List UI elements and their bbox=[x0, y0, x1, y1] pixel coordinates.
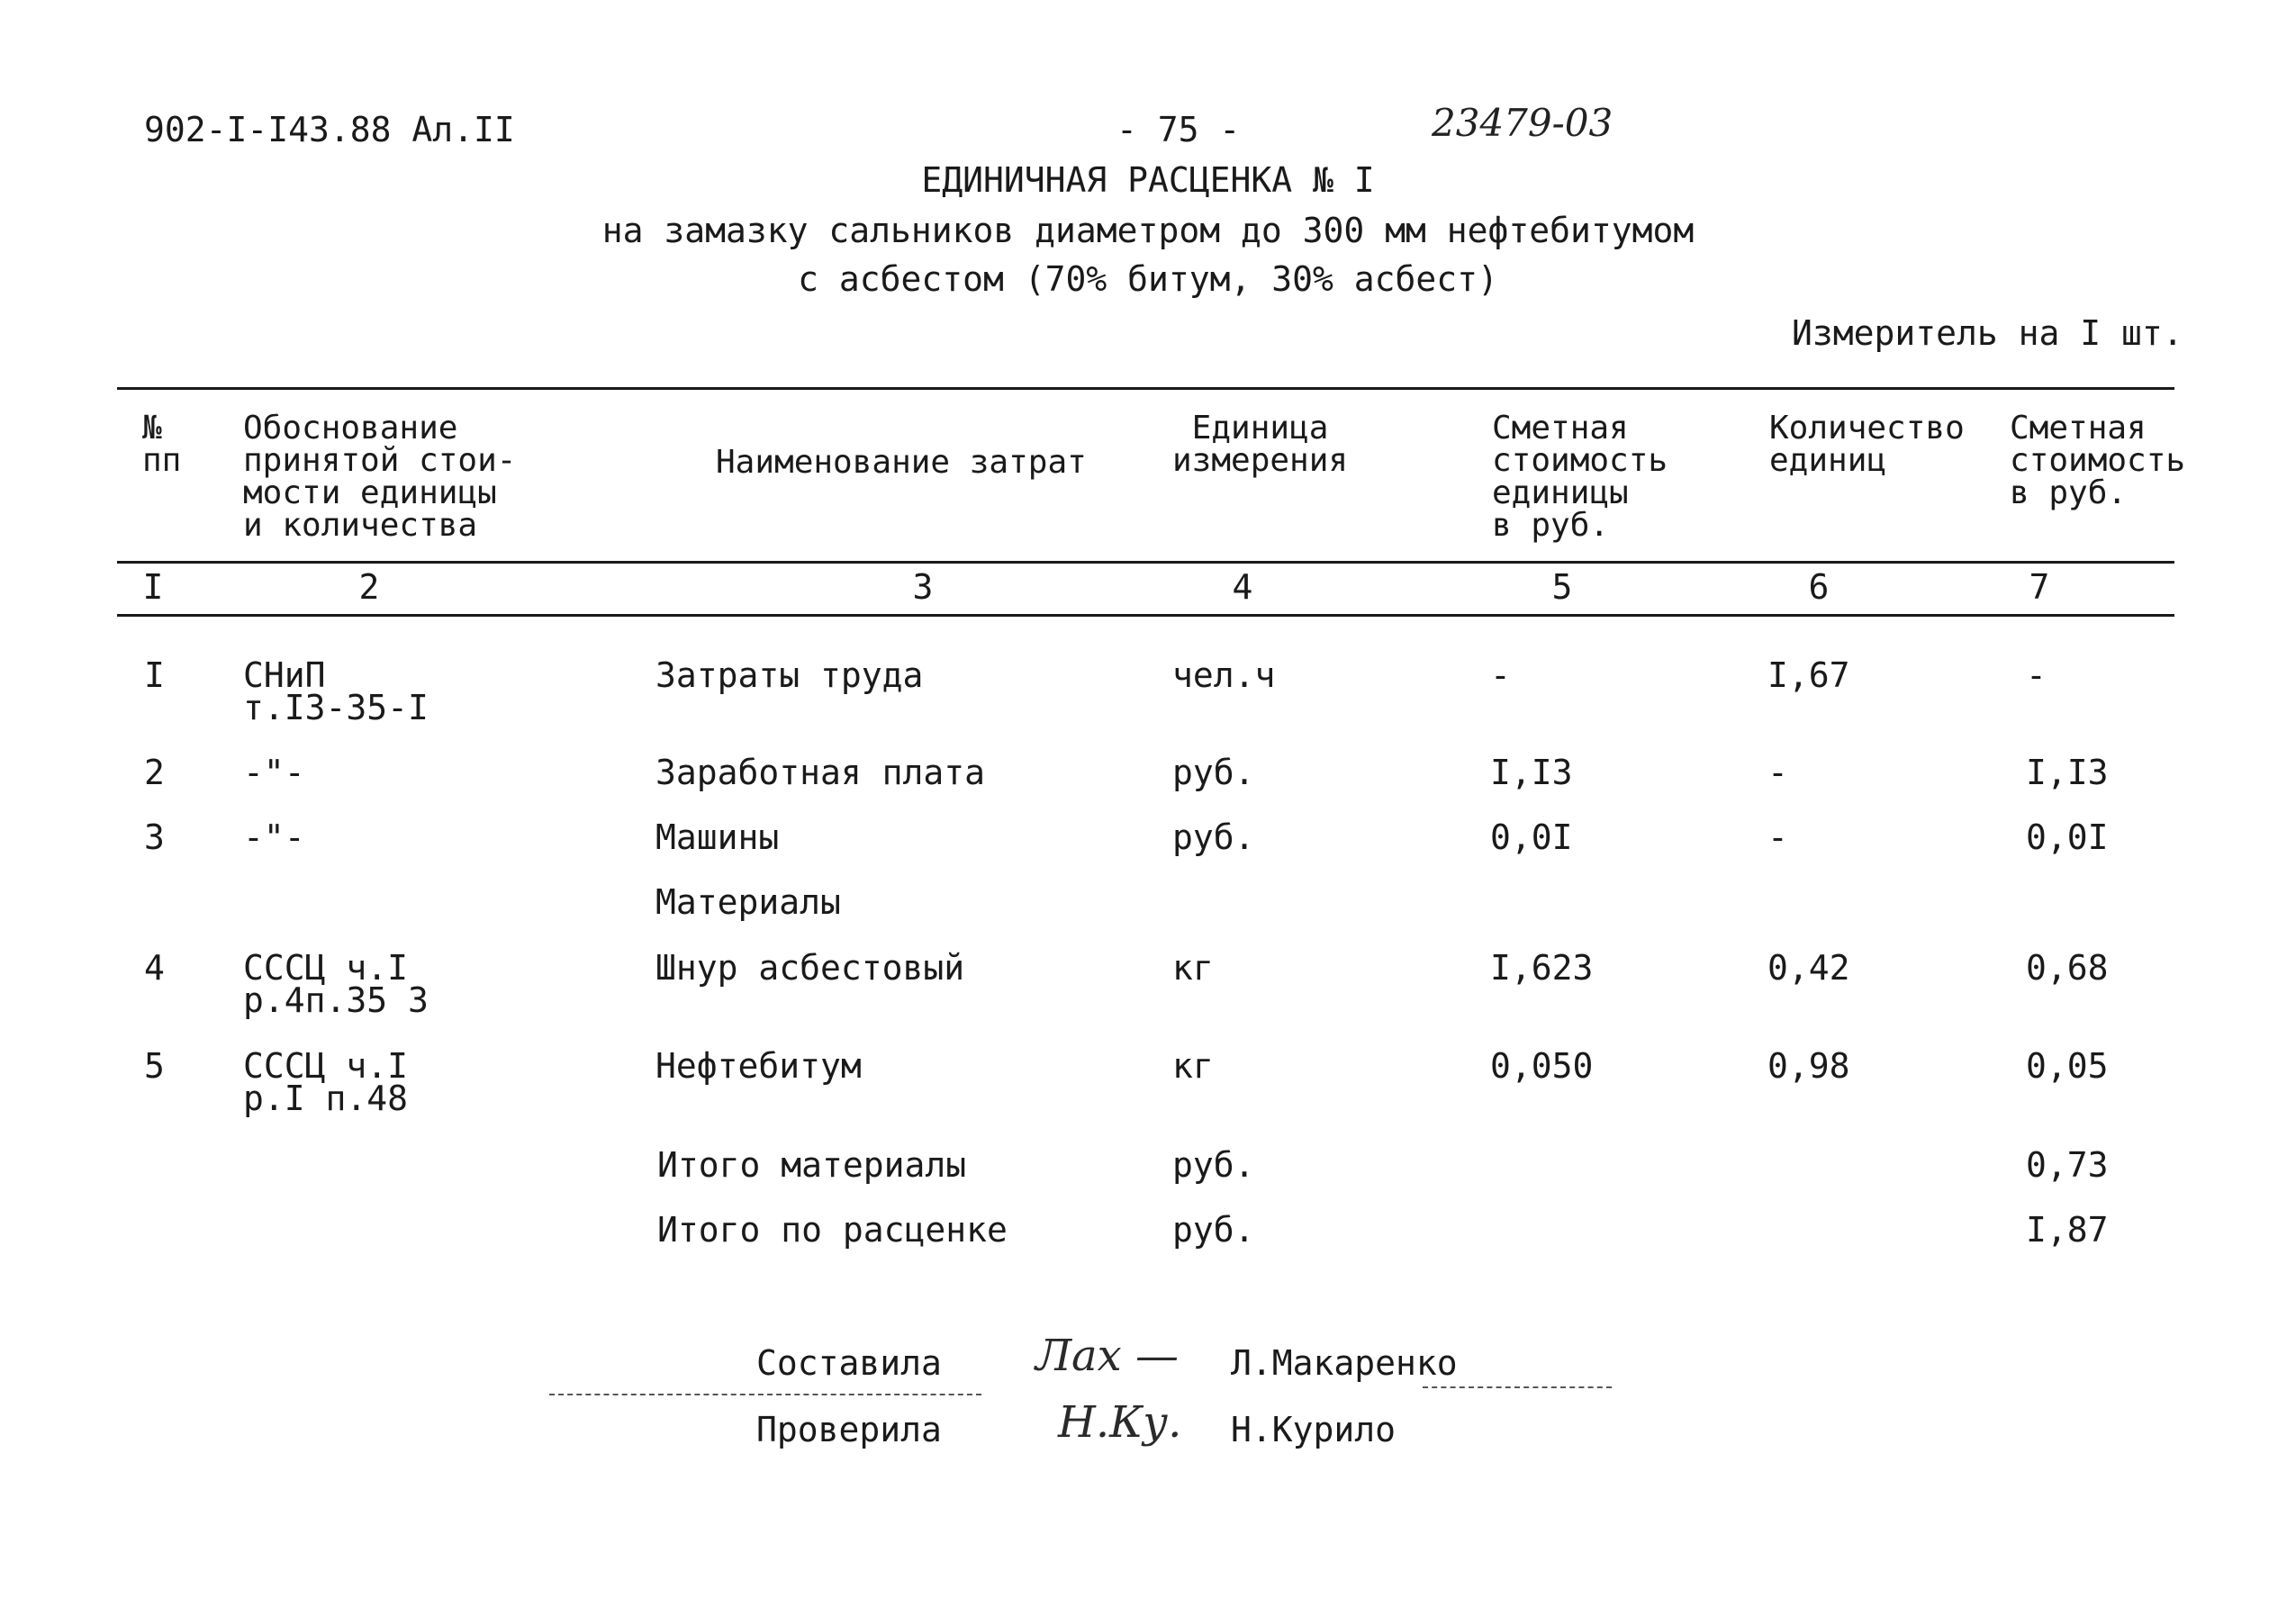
cell-unit: руб. bbox=[1172, 817, 1255, 857]
header-text: Сметная bbox=[1492, 410, 1629, 447]
compiled-by-label: Составила bbox=[756, 1343, 942, 1383]
cell-total: 0,0I bbox=[2026, 817, 2109, 857]
cell-total: 0,05 bbox=[2026, 1046, 2109, 1086]
header-col-6 bbox=[1769, 412, 1965, 477]
cell-quantity: - bbox=[1767, 817, 1788, 857]
col-number: I bbox=[142, 567, 164, 607]
col-number: 4 bbox=[1232, 567, 1253, 607]
cell-quantity: 0,42 bbox=[1767, 948, 1850, 988]
cell-basis bbox=[243, 753, 305, 792]
cell-total: I,87 bbox=[2026, 1210, 2109, 1250]
cell-number: 4 bbox=[144, 948, 165, 988]
cell-quantity: 0,98 bbox=[1767, 1046, 1850, 1086]
header-col-5 bbox=[1492, 412, 1668, 542]
header-text: мости единицы bbox=[243, 474, 497, 511]
unit-meter: Измеритель на I шт. bbox=[1792, 313, 2183, 353]
compiled-signature: Лах — bbox=[1035, 1331, 1179, 1381]
basis-line: СССЦ ч.I bbox=[243, 1046, 409, 1086]
cell-basis bbox=[243, 948, 429, 1020]
cell-total: 0,73 bbox=[2026, 1145, 2109, 1185]
header-text: Единица bbox=[1191, 410, 1329, 447]
checked-signature: Н.Ку. bbox=[1058, 1397, 1182, 1448]
header-text: принятой стои- bbox=[243, 442, 517, 479]
header-col-4 bbox=[1172, 412, 1348, 477]
col-number: 5 bbox=[1551, 567, 1573, 607]
compiled-by-name: Л.Макаренко bbox=[1231, 1343, 1458, 1383]
cell-unit: руб. bbox=[1172, 1145, 1255, 1185]
basis-line: -"- bbox=[243, 817, 305, 857]
page-number: - 75 - bbox=[1116, 110, 1241, 149]
scan-artifact-line bbox=[1423, 1386, 1612, 1388]
cell-name: Шнур асбестовый bbox=[655, 948, 965, 988]
handwritten-archive-number: 23479-03 bbox=[1432, 101, 1614, 145]
document-code: 902-I-I43.88 Ал.II bbox=[144, 110, 515, 149]
col-number: 7 bbox=[2029, 567, 2050, 607]
header-text: в руб. bbox=[1492, 507, 1610, 544]
header-text: № bbox=[142, 410, 162, 447]
basis-line: р.I п.48 bbox=[243, 1079, 409, 1118]
cell-number: 2 bbox=[144, 753, 165, 792]
cell-unit: руб. bbox=[1172, 1210, 1255, 1250]
header-text: единиц bbox=[1769, 442, 1887, 479]
cell-unit: руб. bbox=[1172, 753, 1255, 792]
header-text: Количество bbox=[1769, 410, 1965, 447]
table-header-rule bbox=[117, 561, 2174, 564]
cell-total: I,I3 bbox=[2026, 753, 2109, 792]
header-text: Наименование затрат bbox=[716, 444, 1087, 481]
basis-line: СССЦ ч.I bbox=[243, 948, 409, 988]
basis-line: -"- bbox=[243, 753, 305, 792]
cell-name: Затраты труда bbox=[655, 655, 924, 695]
header-col-1 bbox=[142, 412, 181, 477]
document-subtitle-line1: на замазку сальников диаметром до 300 мм нефтебитумом bbox=[601, 211, 1695, 250]
cell-quantity: - bbox=[1767, 753, 1788, 792]
header-text: Обоснование bbox=[243, 410, 458, 447]
cell-unit-cost: 0,0I bbox=[1490, 817, 1573, 857]
table-top-rule bbox=[117, 387, 2174, 390]
cell-unit: чел.ч bbox=[1172, 655, 1276, 695]
table-colnum-rule bbox=[117, 614, 2174, 617]
header-text: и количества bbox=[243, 507, 478, 544]
header-text: измерения bbox=[1172, 442, 1349, 479]
cell-number: I bbox=[144, 655, 165, 695]
cell-name: Нефтебитум bbox=[655, 1046, 862, 1086]
cell-name: Заработная плата bbox=[655, 753, 986, 792]
cell-basis bbox=[243, 817, 305, 857]
cell-unit-cost: - bbox=[1490, 655, 1511, 695]
scan-artifact-line bbox=[549, 1394, 981, 1395]
checked-by-name: Н.Курило bbox=[1231, 1410, 1397, 1449]
cell-unit-cost: I,623 bbox=[1490, 948, 1594, 988]
header-text: в руб. bbox=[2010, 474, 2128, 511]
cell-name: Итого по расценке bbox=[657, 1210, 1008, 1250]
cell-name: Материалы bbox=[655, 882, 841, 922]
cell-total: 0,68 bbox=[2026, 948, 2109, 988]
cell-total: - bbox=[2026, 655, 2047, 695]
basis-line: р.4п.35 3 bbox=[243, 980, 429, 1020]
cell-name: Итого материалы bbox=[657, 1145, 967, 1185]
cell-unit: кг bbox=[1172, 948, 1214, 988]
cell-basis bbox=[243, 1046, 409, 1118]
col-number: 6 bbox=[1808, 567, 1830, 607]
document-subtitle-line2: с асбестом (70% битум, 30% асбест) bbox=[798, 259, 1498, 299]
cell-name: Машины bbox=[655, 817, 780, 857]
cell-unit-cost: 0,050 bbox=[1490, 1046, 1594, 1086]
header-text: стоимость bbox=[1492, 442, 1668, 479]
checked-by-label: Проверила bbox=[756, 1410, 942, 1449]
cell-unit: кг bbox=[1172, 1046, 1214, 1086]
basis-line: т.I3-35-I bbox=[243, 688, 429, 727]
cell-number: 3 bbox=[144, 817, 165, 857]
document-title: ЕДИНИЧНАЯ РАСЦЕНКА № I bbox=[921, 160, 1375, 200]
col-number: 2 bbox=[358, 567, 380, 607]
cell-number: 5 bbox=[144, 1046, 165, 1086]
header-text: единицы bbox=[1492, 474, 1629, 511]
header-col-2 bbox=[243, 412, 516, 542]
header-text: Сметная bbox=[2010, 410, 2147, 447]
header-text: стоимость bbox=[2010, 442, 2186, 479]
cell-quantity: I,67 bbox=[1767, 655, 1850, 695]
col-number: 3 bbox=[912, 567, 934, 607]
header-col-7 bbox=[2010, 412, 2185, 510]
header-text: пп bbox=[142, 442, 182, 479]
cell-unit-cost: I,I3 bbox=[1490, 753, 1573, 792]
header-col-3 bbox=[716, 444, 1087, 481]
basis-line: СНиП bbox=[243, 655, 326, 695]
cell-basis bbox=[243, 655, 429, 727]
